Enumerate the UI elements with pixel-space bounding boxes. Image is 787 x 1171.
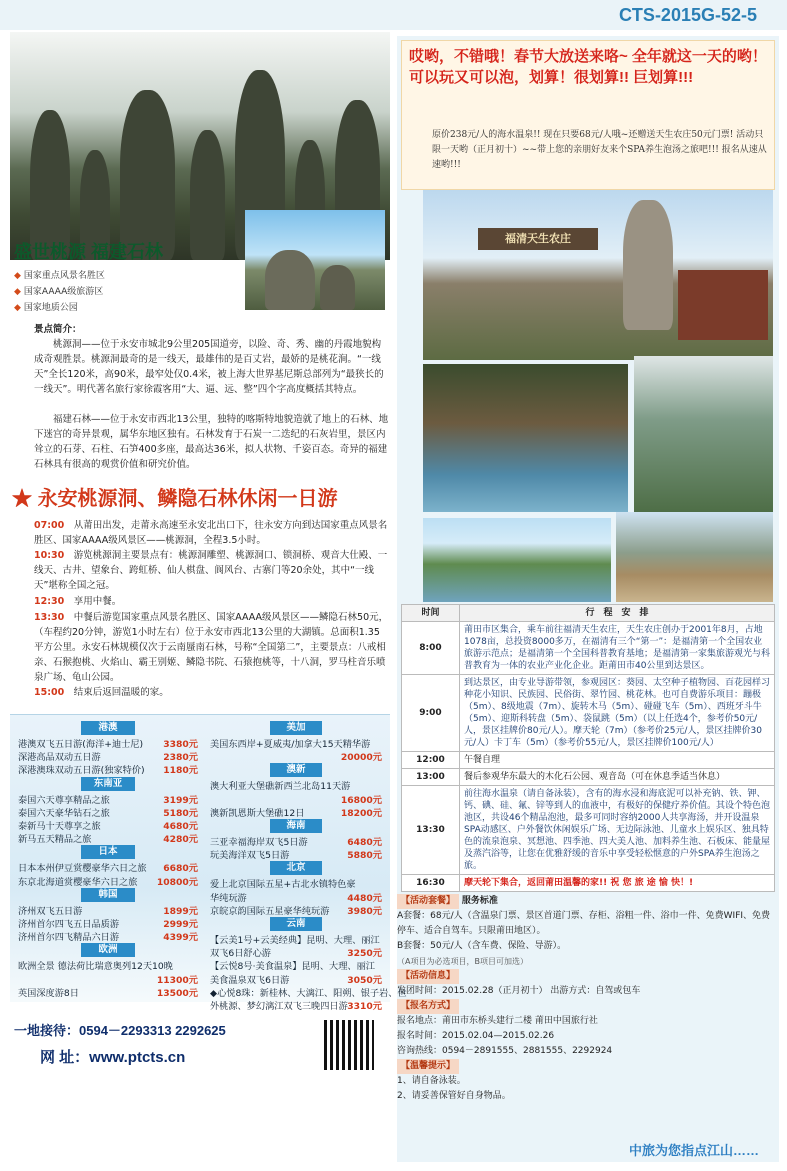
table-header: 时间: [402, 605, 460, 622]
ads-section-header: 欧洲: [81, 943, 135, 957]
ad-name: 泰新马十天尊享之旅: [18, 821, 101, 832]
ad-name: 京皖京韵国际五星豪华纯玩游: [210, 905, 330, 917]
timeline-item: 13:30 中餐后游览国家重点风景名胜区、国家AAAA级风景区——鳞隐石林50元，（车程约20分钟，游览1小时左右）位于永安市西北13公里的大湖镇。总面积1.35平方公里。永安石林规模仅次于云南蜃南石林，号称“全国第二”，主要景点：八戒相亲、石猴抱桃、火焰山、霸王别姬、鳞隐书院、石猿抱桃等，十八洞，罗马柱音乐喷泉广场、龟山公园。: [34, 612, 389, 683]
badge-item: ◆ 国家重点风景名胜区: [14, 268, 105, 281]
timeline-item: 15:00 结束后返回温暖的家。: [34, 687, 169, 698]
ad-name: 华纯玩游: [210, 892, 247, 904]
ad-row: [210, 834, 382, 848]
lake-boats-photo: [423, 518, 611, 602]
ads-section-header: 日本: [81, 845, 135, 859]
intro-paragraph: 福建石林——位于永安市西北13公里，独特的喀斯特地貌造就了地上的石林、地下迷宫的奇异景观，属华东地区独有。石林发育于石炭一二迭纪的石灰岩里，景区内耸立的石芽、石柱、石笋400多座，最高达36米，拟人状物、千姿百态。奇异的福建石林具有很高的观赏价值和研究价值。: [34, 414, 389, 470]
table-row: 8:00 莆田市区集合，乘车前往福清天生农庄，天生农庄创办于2001年8月，占地1078亩，总投资8000多万，在福清有三个“第一”：是福清第一个全国农业旅游示范点；是福清第一个全国科普教育基地；是福清第一家集旅游观光与科普教育为一体的农业产业化企业。距莆田市40公里到达景区。: [402, 622, 775, 675]
tip-item: 2、请妥善保管好自身物品。: [397, 1091, 511, 1101]
ad-row: [210, 985, 407, 999]
greenhouse-photo: [634, 356, 773, 514]
ad-price: 4480元: [347, 892, 382, 904]
ads-section-header: 北京: [270, 861, 322, 875]
activity-info: [397, 894, 779, 1104]
ad-price: 4280元: [163, 834, 198, 846]
ad-row: [210, 778, 382, 792]
ad-row: [210, 736, 382, 750]
ad-price: 20000元: [340, 752, 382, 764]
farm-entrance-photo: [423, 190, 773, 360]
ad-row: [210, 805, 382, 819]
ad-name: 英国深度游8日: [18, 987, 79, 999]
ad-name: 【云悦8号·美食温泉】昆明、大理、丽江: [210, 961, 375, 973]
ad-price: 16800元: [340, 794, 382, 806]
ad-name: 日本本州伊豆赏樱豪华六日之旅: [18, 863, 147, 875]
ad-price: 11300元: [156, 974, 198, 986]
table-row: 13:30 前往海水温泉（请自备泳装），含有的海水浸和海底泥可以补充钠、铁、钾、钙、碘、硅、氟、锌等到人的血液中，有极好的保健疗养价值。其设个特色泡池区，共设46个精品泡池，最多可同时容纳2000人共享海汤，并开设温泉SPA动感区、户外餐饮休闲娱乐广场、无边际泳池、儿童水上娱乐区、独具特色的流泉泡泉、冥想池、四季池、四大美人池、加料养生池、石板床、能量屋及蒸汽浴等，让您在优雅舒缓的音乐中享受轻松惬意的户外SPA养生泡汤之旅。: [402, 786, 775, 875]
table-header: 行 程 安 排: [460, 605, 775, 622]
ad-price: 3199元: [163, 794, 198, 806]
itinerary-table: [401, 604, 775, 892]
ad-price: 18200元: [340, 807, 382, 819]
ad-price: 2999元: [163, 919, 198, 930]
badge-item: ◆ 国家AAAA级旅游区: [14, 284, 103, 297]
timeline-item: 12:30 享用中餐。: [34, 596, 122, 607]
ad-price: 6680元: [163, 863, 198, 875]
signup-time: 报名时间：2015.02.04—2015.02.26: [397, 1031, 555, 1041]
ad-row: [210, 903, 382, 917]
ad-price: 6480元: [347, 837, 382, 848]
ad-name: 三亚幸福海岸双飞5日游: [210, 837, 308, 848]
ad-row: [18, 916, 198, 930]
ad-row: [18, 903, 198, 917]
section-title: 盛世桃源 福建石林: [14, 242, 164, 262]
ad-price: 2380元: [163, 752, 198, 764]
tip-item: 1、请自备泳装。: [397, 1076, 466, 1086]
ad-row: [210, 932, 382, 946]
ad-row: [210, 945, 382, 959]
badge-item: ◆ 国家地质公园: [14, 300, 78, 313]
ad-price: 3310元: [347, 1001, 382, 1012]
package-b: B套餐：50元/人（含车费、保险、导游）。: [397, 941, 567, 951]
ad-name: 澳大利亚大堡礁新西兰北岛11天游: [210, 781, 351, 793]
ad-row: [18, 958, 198, 972]
timeline-item: 10:30 游览桃源洞主要景点有：桃源洞雕塑、桃源洞口、锁洞桥、观音大仕殿、一线天、古井、望象台、跨虹桥、仙人棋盘、阆风台、古寨门等20余处，其中“一线天”堪称全国之冠。: [34, 550, 388, 591]
table-header-row: [402, 605, 775, 622]
ad-name: 泰国六天豪华钻石之旅: [18, 807, 110, 819]
promo-title: 哎哟，不错哦！春节大放送来咯~ 全年就这一天的哟！可以玩又可以泡，划算！很划算!! 巨划算!!!: [409, 48, 767, 86]
ad-name: 美国东西岸+夏威夷/加拿大15天精华游: [210, 739, 371, 750]
star-icon: ★: [12, 488, 38, 510]
ad-row: [210, 890, 382, 904]
catalog-code: CTS-2015G-52-5: [618, 5, 757, 25]
ad-name: 济州双飞五日游: [18, 905, 83, 917]
farm-sign: 福清天生农庄: [478, 228, 598, 250]
ad-price: 4680元: [163, 821, 198, 832]
ads-section-header: 韩国: [81, 888, 135, 902]
ad-name: 玩美海洋双飞5日游: [210, 850, 290, 862]
ad-price: 3050元: [347, 974, 382, 986]
contact-line: 一地接待：0594－2293313 2292625: [14, 1023, 226, 1038]
ad-row: [18, 762, 198, 776]
package-label: 【活动套餐】: [397, 894, 459, 909]
table-row: 9:00 到达景区，由专业导游带领，参观园区：葵园、太空种子植物园、百花园样习种花小知识、民族园、民俗街、翠竹园、桃花林。也可自费游乐项目：蹦极（5m）、8级地震（7m）、旋转木马（5m）、碰碰飞车（5m）、西班牙斗牛（5m）、迎斯科转盘（5m）、袋鼠跳（5m）（以上任选4个，参考价50元/人，景区挂牌价80元/人）。摩天轮（7m）（参考价25元/人，景区挂牌价30元/人）卡丁车（5m）（参考价55元/人，景区挂牌价100元/人）: [402, 675, 775, 752]
hot-spring-photo: [423, 364, 628, 512]
package-note: （A项目为必选项目，B项目可加选）: [397, 957, 528, 966]
table-row: 12:00 午餐自理: [402, 752, 775, 769]
ad-price: 5180元: [163, 807, 198, 819]
ad-name: 【云美1号+云美经典】昆明、大理、丽江: [210, 935, 380, 946]
ad-row: [210, 876, 382, 890]
ad-price: 3250元: [347, 948, 382, 960]
trip-title: ★ 永安桃源洞、鳞隐石林休闲一日游: [12, 488, 338, 510]
ad-row: [210, 958, 382, 972]
qr-code: [324, 1020, 374, 1070]
ad-row: [18, 818, 198, 832]
ad-name: 泰国六天尊享精品之旅: [18, 794, 110, 806]
ad-row: [210, 972, 382, 986]
ad-name: 济州首尔四飞精品六日游: [18, 932, 120, 944]
ad-name: 双飞6日舒心游: [210, 948, 271, 960]
ad-name: 美食温泉双飞6日游: [210, 974, 290, 986]
ad-row: [210, 847, 382, 861]
ad-price: 13500元: [156, 987, 198, 999]
ad-row: [18, 792, 198, 806]
ad-name: 深港澳珠双动五日游(独家特价): [18, 765, 145, 777]
footer-slogan: 中旅为您指点江山……: [397, 1140, 779, 1162]
signup-place: 报名地点：莆田市东桥头建行二楼 莆田中国旅行社: [397, 1016, 598, 1026]
website-line: 网 址：www.ptcts.cn: [40, 1049, 186, 1066]
ads-section-header: 澳新: [270, 763, 322, 777]
ad-row: [18, 805, 198, 819]
info-label: 【活动信息】: [397, 969, 459, 984]
package-a: A套餐：68元/人（含温泉门票、景区首道门票、存柜、浴粗一件、浴巾一件、免费WIFI、免费停车、适合自驾车。只限莆田地区）。: [397, 911, 771, 936]
table-row: 16:30 摩天轮下集合，返回莆田温馨的家!! 祝 您 旅 途 愉 快！!: [402, 875, 775, 892]
signup-label: 【报名方式】: [397, 999, 459, 1014]
ad-price: 10800元: [156, 876, 198, 888]
promo-text: 原价238元/人的海水温泉!! 现在只要68元/人哦~还赠送天生农庄50元门票! 活动只限一天哟（正月初十）~~带上您的亲朋好友来个SPA养生泡汤之旅吧!!! 报名从速从速哟!!!: [432, 130, 767, 170]
ad-price: 5880元: [347, 850, 382, 862]
table-row: 13:00 餐后参观华东最大的木化石公园、观音岛（可在休息季适当休息）: [402, 769, 775, 786]
ad-row: [18, 985, 198, 999]
ad-row: [18, 929, 198, 943]
depart-info: 发团时间：2015.02.28（正月初十） 出游方式：自驾或包车: [397, 986, 641, 996]
ad-name: 港澳双飞五日游(海洋+迪士尼): [18, 739, 144, 750]
ad-price: 1180元: [163, 765, 198, 777]
ad-name: 新马五天精品之旅: [18, 834, 92, 846]
timeline-item: 07:00 从莆田出发，走莆永高速至永安北出口下，往永安方向到达国家重点风景名胜区、国家AAAA级风景区——桃源洞，全程3.5小时。: [34, 520, 388, 546]
ads-section-header: 美加: [270, 721, 322, 735]
ad-price: 3380元: [163, 739, 198, 750]
ad-name: 深港高品双动五日游: [18, 752, 101, 764]
ad-name: 东京北海道赏樱豪华六日之旅: [18, 876, 138, 888]
stone-peak-photo: [245, 210, 385, 310]
ads-section-header: 海南: [270, 819, 322, 833]
village-photo: [616, 512, 773, 602]
ad-row: [18, 831, 198, 845]
ad-price: 4399元: [163, 932, 198, 944]
ad-row: [18, 749, 198, 763]
ad-row: [18, 874, 198, 888]
package-standard: 服务标准: [461, 896, 498, 906]
intro-label: 景点简介：: [34, 324, 82, 335]
ad-name: 澳新凯恩斯大堡礁12日: [210, 807, 305, 819]
ad-name: 欧洲全景 德法荷比瑞意奥列12天10晚: [18, 961, 173, 973]
ad-name: 爱上北京国际五星+古北水镇特色豪: [210, 879, 356, 891]
ad-row: [210, 998, 382, 1012]
ads-section-header: 云南: [270, 917, 322, 931]
ad-name: ◆心悦8珠：新桂林、大漓江、阳朔、银子岩、世: [210, 987, 407, 999]
tips-label: 【温馨提示】: [397, 1059, 459, 1074]
intro-paragraph: 桃源洞——位于永安市城北9公里205国道旁，以险、奇、秀、幽的丹霞地貌构成奇观胜景。桃源洞最奇的是一线天，最雄伟的是百丈岩，最娇的是桃花涧。“一线天”全长120米，高90米，最窄处仅0.4米，被上海大世界基尼斯总部列为“最狭长的一线天”。明代著名旅行家徐霞客用“大、逼、远、整”四个字高度概括其特点。: [34, 339, 384, 395]
ads-section-header: 港澳: [81, 721, 135, 735]
ad-price: 3980元: [347, 905, 382, 917]
ad-name: 济州首尔四飞五日品质游: [18, 919, 120, 930]
ads-section-header: 东南亚: [81, 777, 135, 791]
ad-price: 1899元: [163, 905, 198, 917]
ad-row: [18, 736, 198, 750]
signup-phone: 咨询热线：0594－2891555、2881555、2292924: [397, 1046, 613, 1056]
ad-name: 外桃源、梦幻漓江双飞三晚四日游: [210, 1001, 348, 1012]
ad-row: [18, 860, 198, 874]
